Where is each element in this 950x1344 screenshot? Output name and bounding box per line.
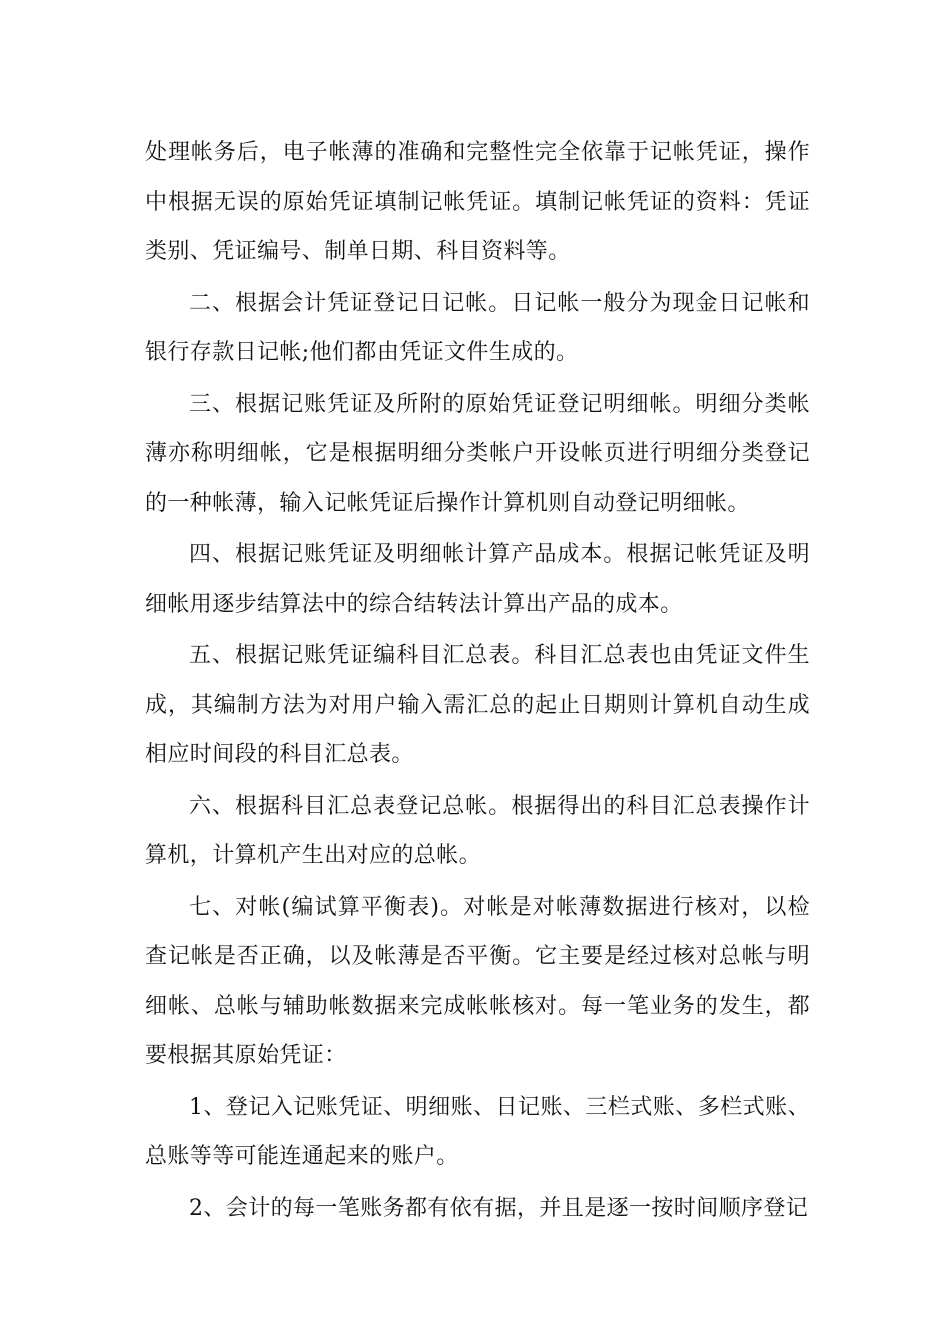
paragraph-1: 处理帐务后，电子帐薄的准确和完整性完全依靠于记帐凭证，操作中根据无误的原始凭证填制记帐凭证。填制记帐凭证的资料：凭证类别、凭证编号、制单日期、科目资料等。: [145, 140, 810, 264]
paragraph-4: 四、根据记账凭证及明细帐计算产品成本。根据记帐凭证及明细帐用逐步结算法中的综合结转法计算出产品的成本。: [145, 542, 810, 617]
paragraph-9: 2、会计的每一笔账务都有依有据，并且是逐一按时间顺序登记: [189, 1195, 809, 1221]
paragraph-2: 二、根据会计凭证登记日记帐。日记帐一般分为现金日记帐和银行存款日记帐;他们都由凭证文件生成的。: [145, 290, 810, 365]
paragraph-5: 五、根据记账凭证编科目汇总表。科目汇总表也由凭证文件生成，其编制方法为对用户输入需汇总的起止日期则计算机自动生成相应时间段的科目汇总表。: [145, 643, 810, 767]
paragraph-7: 七、对帐(编试算平衡表)。对帐是对帐薄数据进行核对，以检查记帐是否正确，以及帐薄是否平衡。它主要是经过核对总帐与明细帐、总帐与辅助帐数据来完成帐帐核对。每一笔业务的发生，都要根据其原始凭证：: [145, 894, 810, 1068]
paragraph-6: 六、根据科目汇总表登记总帐。根据得出的科目汇总表操作计算机，计算机产生出对应的总帐。: [145, 793, 810, 868]
document-body: [145, 128, 810, 1235]
paragraph-8: 1、登记入记账凭证、明细账、日记账、三栏式账、多栏式账、总账等等可能连通起来的账户。: [145, 1094, 810, 1169]
paragraph-3: 三、根据记账凭证及所附的原始凭证登记明细帐。明细分类帐薄亦称明细帐，它是根据明细分类帐户开设帐页进行明细分类登记的一种帐薄，输入记帐凭证后操作计算机则自动登记明细帐。: [145, 391, 810, 516]
